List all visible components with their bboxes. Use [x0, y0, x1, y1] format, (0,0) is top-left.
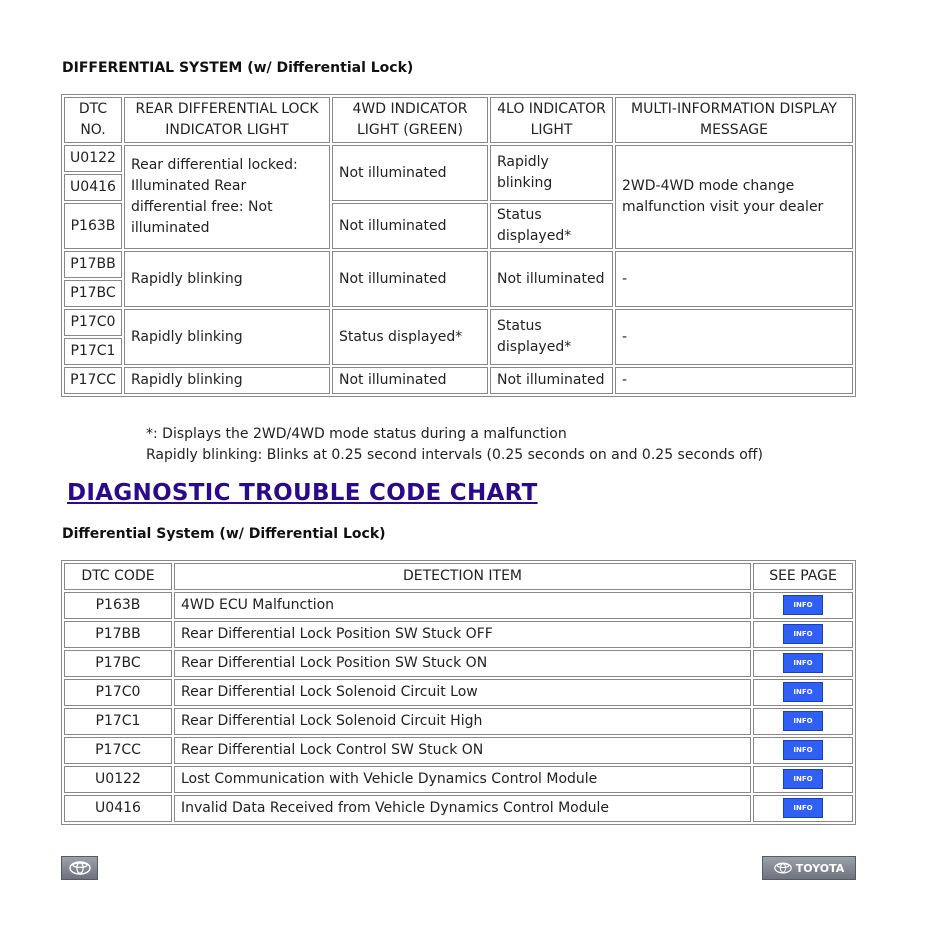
table-row	[64, 679, 853, 706]
detection-item: Invalid Data Received from Vehicle Dynamics Control Module	[174, 795, 751, 822]
rear-light-state: Rapidly blinking	[124, 251, 330, 307]
info-button[interactable]: INFO	[783, 769, 823, 789]
header-mid-message: MULTI-INFORMATION DISPLAY MESSAGE	[615, 97, 853, 143]
chart-subtitle: Differential System (w/ Differential Lock)	[62, 526, 386, 542]
rear-light-state: Rear differential locked: Illuminated Rear differential free: Not illuminated	[124, 145, 330, 249]
toyota-home-button[interactable]	[762, 856, 856, 880]
dtc-code: P163B	[64, 592, 172, 619]
display-message: -	[615, 309, 853, 365]
light-4wd-state: Not illuminated	[332, 367, 488, 394]
table-header-row	[64, 97, 853, 143]
header-rear-diff-light: REAR DIFFERENTIAL LOCK INDICATOR LIGHT	[124, 97, 330, 143]
light-4lo-state: Not illuminated	[490, 367, 613, 394]
header-4lo-light: 4LO INDICATOR LIGHT	[490, 97, 613, 143]
display-message: -	[615, 251, 853, 307]
see-page-cell	[753, 708, 853, 735]
dtc-code: P17C0	[64, 309, 122, 336]
info-button[interactable]: INFO	[783, 653, 823, 673]
dtc-code: P17C1	[64, 338, 122, 365]
dtc-code: U0122	[64, 145, 122, 172]
light-4lo-state: Rapidly blinking	[490, 145, 613, 201]
toyota-logo-icon	[69, 861, 91, 875]
table-row	[64, 766, 853, 793]
brand-label: TOYOTA	[795, 861, 845, 875]
detection-item: Rear Differential Lock Control SW Stuck ON	[174, 737, 751, 764]
dtc-code: P17BB	[64, 621, 172, 648]
light-4wd-state: Status displayed*	[332, 309, 488, 365]
table-row	[64, 592, 853, 619]
table-row	[64, 367, 853, 394]
table-row	[64, 621, 853, 648]
detection-item: Rear Differential Lock Position SW Stuck ON	[174, 650, 751, 677]
dtc-code: P17BB	[64, 251, 122, 278]
light-4wd-state: Not illuminated	[332, 145, 488, 201]
see-page-cell	[753, 679, 853, 706]
info-button[interactable]: INFO	[783, 682, 823, 702]
dtc-code: P17BC	[64, 280, 122, 307]
light-4lo-state: Not illuminated	[490, 251, 613, 307]
section-title: DIFFERENTIAL SYSTEM (w/ Differential Lock)	[62, 60, 414, 76]
header-detection-item: DETECTION ITEM	[174, 563, 751, 590]
indicator-table	[61, 94, 856, 397]
dtc-code: U0416	[64, 174, 122, 201]
chart-title: DIAGNOSTIC TROUBLE CODE CHART	[67, 480, 538, 506]
detection-item: 4WD ECU Malfunction	[174, 592, 751, 619]
light-4lo-state: Status displayed*	[490, 309, 613, 365]
see-page-cell	[753, 621, 853, 648]
dtc-code: P163B	[64, 203, 122, 249]
table-header-row	[64, 563, 853, 590]
info-button[interactable]: INFO	[783, 740, 823, 760]
header-4wd-light: 4WD INDICATOR LIGHT (GREEN)	[332, 97, 488, 143]
table-row	[64, 708, 853, 735]
info-button[interactable]: INFO	[783, 798, 823, 818]
see-page-cell	[753, 650, 853, 677]
detection-item: Rear Differential Lock Solenoid Circuit Low	[174, 679, 751, 706]
light-4lo-state: Status displayed*	[490, 203, 613, 249]
detection-item: Rear Differential Lock Solenoid Circuit High	[174, 708, 751, 735]
dtc-code: U0122	[64, 766, 172, 793]
see-page-cell	[753, 592, 853, 619]
detection-item: Lost Communication with Vehicle Dynamics Control Module	[174, 766, 751, 793]
rear-light-state: Rapidly blinking	[124, 309, 330, 365]
footnote-blinking: Rapidly blinking: Blinks at 0.25 second intervals (0.25 seconds on and 0.25 seconds off)	[146, 447, 763, 463]
header-dtc-code: DTC CODE	[64, 563, 172, 590]
rear-light-state: Rapidly blinking	[124, 367, 330, 394]
table-row	[64, 650, 853, 677]
info-button[interactable]: INFO	[783, 711, 823, 731]
display-message: 2WD-4WD mode change malfunction visit your dealer	[615, 145, 853, 249]
header-see-page: SEE PAGE	[753, 563, 853, 590]
see-page-cell	[753, 737, 853, 764]
table-row	[64, 795, 853, 822]
table-row	[64, 145, 853, 172]
table-row	[64, 251, 853, 278]
see-page-cell	[753, 766, 853, 793]
detection-item: Rear Differential Lock Position SW Stuck OFF	[174, 621, 751, 648]
dtc-code: P17CC	[64, 367, 122, 394]
dtc-code: P17CC	[64, 737, 172, 764]
display-message: -	[615, 367, 853, 394]
footnote-status: *: Displays the 2WD/4WD mode status during a malfunction	[146, 426, 567, 442]
light-4wd-state: Not illuminated	[332, 203, 488, 249]
table-row	[64, 737, 853, 764]
dtc-code: P17C1	[64, 708, 172, 735]
light-4wd-state: Not illuminated	[332, 251, 488, 307]
table-row	[64, 309, 853, 336]
info-button[interactable]: INFO	[783, 624, 823, 644]
toyota-logo-icon	[774, 862, 792, 874]
dtc-code: P17C0	[64, 679, 172, 706]
home-button[interactable]	[61, 856, 98, 880]
dtc-chart-table	[61, 560, 856, 825]
dtc-code: P17BC	[64, 650, 172, 677]
see-page-cell	[753, 795, 853, 822]
dtc-code: U0416	[64, 795, 172, 822]
info-button[interactable]: INFO	[783, 595, 823, 615]
header-dtc-no: DTC NO.	[64, 97, 122, 143]
